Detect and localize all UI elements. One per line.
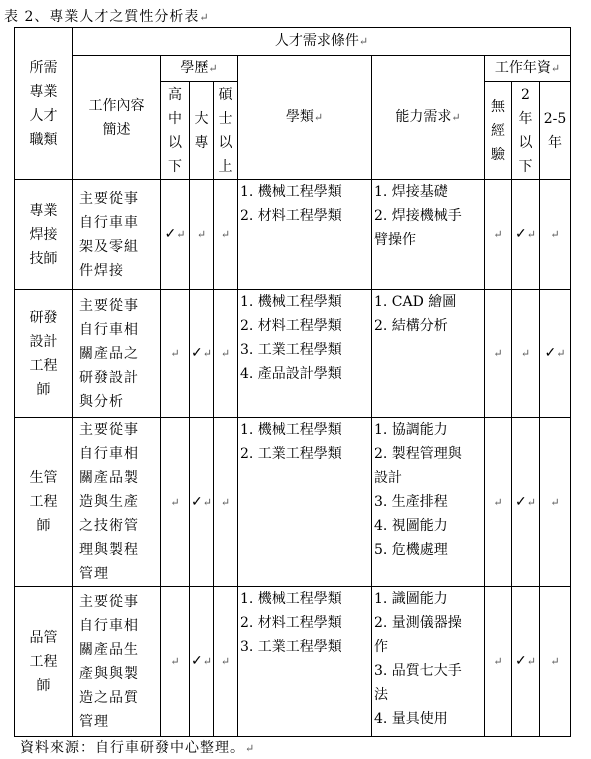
job-description-line: 自行車車 [79,214,139,231]
job-title-line: 師 [36,518,51,534]
header-exp-char: 2-5 [543,110,567,127]
paragraph-mark: ↵ [170,655,180,668]
job-title-line: 工程 [29,653,58,670]
field-list [238,180,372,290]
header-edu-char: 下 [168,158,182,175]
job-description [73,587,161,737]
paragraph-mark: ↵ [170,347,180,360]
ability-item: 法 [374,687,388,703]
header-edu-char: 以 [218,134,233,151]
header-edu-char: 碩 [218,86,233,103]
header-job-category [15,28,73,180]
paragraph-mark: ↵ [526,228,536,241]
job-title-line: 技師 [29,250,58,267]
table-row [15,290,571,418]
ability-list [372,180,485,290]
table-caption: 表 2、專業人才之質性分析表↵ [4,9,210,25]
header-exp-char: 下 [518,158,533,175]
header-job-description [73,56,161,180]
job-description [73,290,161,418]
header-edu-char: 專 [194,134,209,151]
education-mark [214,587,238,737]
job-description-line: 之技術管 [79,518,139,534]
field-item: 2. 工業工程學類 [240,446,342,462]
header-exp-char: 無 [491,98,505,115]
job-description-line: 造之品質 [79,689,139,706]
education-mark [161,290,190,418]
paragraph-mark: ↵ [176,228,186,241]
job-description-line: 造與生產 [79,494,139,510]
field-item: 3. 工業工程學類 [240,342,342,358]
field-list [238,418,372,587]
ability-item: 5. 危機處理 [374,542,448,558]
job-title-line: 專業 [29,202,58,219]
ability-list [372,418,485,587]
header-exp-level-2 [512,82,540,180]
header-exp-level-1 [485,82,512,180]
header-edu-char: 士 [218,110,233,127]
header-edu-char: 大 [194,110,209,127]
paragraph-mark: ↵ [220,347,231,360]
education-mark [190,180,214,290]
ability-item: 1. 識圖能力 [374,591,448,607]
job-description [73,180,161,290]
paragraph-mark: ↵ [220,228,231,241]
field-item: 1. 機械工程學類 [240,294,342,310]
header-ability: 能力需求↵ [372,56,485,180]
header-edu-level-1 [161,82,190,180]
header-exp-level-3 [540,82,571,180]
field-item: 2. 材料工程學類 [240,208,342,224]
table-row [15,587,571,737]
paragraph-mark: ↵ [493,655,503,668]
header-exp-char: 經 [491,122,505,139]
header-job-line: 職類 [29,131,58,148]
education-mark: ✓↵ [190,418,214,587]
job-description-line: 件焊接 [79,262,124,279]
paragraph-mark: ↵ [493,495,503,509]
job-description-line: 關產品製 [79,470,139,486]
job-title-line: 工程 [29,494,58,510]
header-exp-char: 年 [548,134,562,151]
paragraph-mark: ↵ [550,495,560,509]
paragraph-mark: ↵ [550,655,560,668]
paragraph-mark: ↵ [202,655,212,668]
job-description-line: 理與製程 [79,542,139,558]
header-desc-line: 簡述 [102,121,131,138]
ability-item: 2. 結構分析 [374,318,448,334]
field-item: 2. 材料工程學類 [240,318,342,334]
job-title-line: 師 [36,677,51,694]
ability-item: 3. 生產排程 [374,494,448,510]
paragraph-mark: ↵ [526,495,536,509]
education-mark: ✓↵ [190,587,214,737]
ability-item: 臂操作 [374,232,416,248]
talent-analysis-table [14,27,571,737]
paragraph-mark: ↵ [220,655,231,668]
header-exp-char: 驗 [491,146,505,163]
paragraph-mark: ↵ [202,495,212,509]
education-mark: ✓↵ [161,180,190,290]
experience-mark [485,180,512,290]
experience-mark: ✓↵ [512,180,540,290]
job-description-line: 自行車相 [79,446,139,462]
paragraph-mark: ↵ [170,495,180,509]
header-job-line: 專業 [29,83,58,100]
job-description-line: 與分析 [79,393,124,410]
ability-item: 2. 焊接機械手 [374,208,462,224]
experience-mark [485,290,512,418]
field-item: 3. 工業工程學類 [240,639,342,655]
paragraph-mark: ↵ [220,495,231,509]
header-exp-char: 年 [518,110,533,127]
paragraph-mark: ↵ [526,655,536,668]
ability-item: 2. 製程管理與 [374,446,462,462]
paragraph-mark: ↵ [493,347,503,360]
table-row [15,418,571,587]
job-description-line: 主要從事 [79,593,139,610]
experience-mark: ✓↵ [512,418,540,587]
header-field: 學類↵ [238,56,372,180]
job-description-line: 研發設計 [79,369,139,386]
ability-item: 4. 量具使用 [374,711,448,727]
education-mark [214,418,238,587]
source-note: 資料來源：自行車研發中心整理。↵ [20,740,256,756]
header-requirements: 人才需求條件↵ [73,28,571,56]
experience-mark [485,418,512,587]
experience-mark [512,290,540,418]
table-body [15,28,571,737]
experience-mark [485,587,512,737]
job-description-line: 自行車相 [79,321,139,338]
job-title [15,418,73,587]
job-title-line: 品管 [29,629,58,646]
header-job-line: 所需 [29,59,58,76]
ability-list [372,290,485,418]
job-description [73,418,161,587]
ability-item: 4. 視圖能力 [374,518,448,534]
field-item: 1. 機械工程學類 [240,591,342,607]
education-mark [214,180,238,290]
paragraph-mark: ↵ [550,228,560,241]
paragraph-mark: ↵ [493,228,503,241]
job-description-line: 主要從事 [79,422,139,438]
field-list [238,290,372,418]
header-education: 學歷↵ [161,56,238,82]
experience-mark [540,418,571,587]
paragraph-mark: ↵ [196,228,207,241]
education-mark: ✓↵ [190,290,214,418]
field-item: 4. 產品設計學類 [240,366,342,382]
header-experience: 工作年資↵ [485,56,571,82]
header-edu-char: 中 [168,110,182,127]
field-item: 1. 機械工程學類 [240,422,342,438]
ability-item: 1. 協調能力 [374,422,448,438]
job-description-line: 架及零組 [79,238,139,255]
education-mark [161,418,190,587]
field-list [238,587,372,737]
experience-mark [540,587,571,737]
paragraph-mark: ↵ [556,347,566,360]
job-title-line: 工程 [29,357,58,374]
job-title-line: 設計 [29,333,58,350]
ability-item: 設計 [374,470,402,486]
table-row [15,180,571,290]
experience-mark: ✓↵ [512,587,540,737]
ability-item: 1. CAD 繪圖 [374,294,457,310]
header-exp-char: 以 [518,134,533,151]
experience-mark [540,180,571,290]
job-description-line: 管理 [79,713,109,730]
ability-item: 2. 量測儀器操 [374,615,462,631]
ability-item: 3. 品質七大手 [374,663,462,679]
experience-mark: ✓↵ [540,290,571,418]
header-job-line: 人才 [29,107,58,124]
job-description-line: 主要從事 [79,297,139,314]
ability-list [372,587,485,737]
job-title [15,180,73,290]
job-title-line: 焊接 [29,226,58,243]
paragraph-mark: ↵ [202,347,212,360]
header-desc-line: 工作內容 [88,97,145,114]
job-description-line: 管理 [79,566,109,582]
header-edu-level-2 [190,82,214,180]
header-edu-char: 高 [168,86,182,103]
header-edu-char: 上 [218,158,233,175]
education-mark [214,290,238,418]
job-description-line: 產與與製 [79,665,139,682]
header-edu-level-3 [214,82,238,180]
header-edu-char: 以 [168,134,182,151]
ability-item: 作 [374,639,388,655]
paragraph-mark: ↵ [520,347,531,360]
job-description-line: 關產品生 [79,641,139,658]
job-description-line: 關產品之 [79,345,139,362]
ability-item: 1. 焊接基礎 [374,184,448,200]
job-title-line: 師 [36,381,51,398]
field-item: 1. 機械工程學類 [240,184,342,200]
job-description-line: 自行車相 [79,617,139,634]
header-exp-char: 2 [521,86,530,103]
job-title [15,587,73,737]
job-title-line: 生管 [29,470,58,486]
job-description-line: 主要從事 [79,190,139,207]
job-title-line: 研發 [29,309,58,326]
education-mark [161,587,190,737]
job-title [15,290,73,418]
field-item: 2. 材料工程學類 [240,615,342,631]
